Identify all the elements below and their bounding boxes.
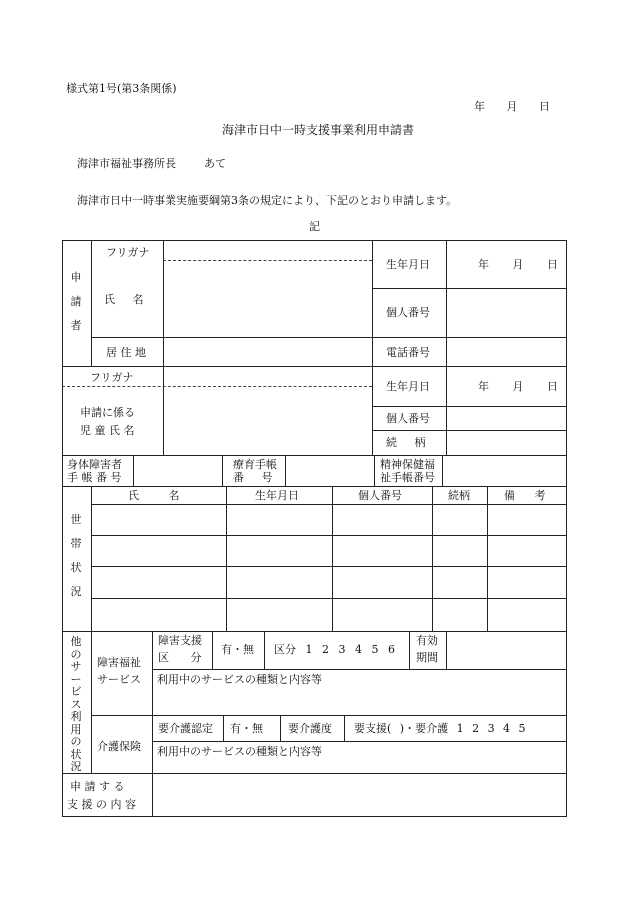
care-level-label: 要介護度 [288,722,332,735]
care-cert-label: 要介護認定 [158,722,213,735]
support-category-options: 区分 1 2 3 4 5 6 [274,643,395,656]
child-name-label-2: 児 童 氏 名 [80,424,135,437]
form-number: 様式第1号(第3条関係) [66,82,177,95]
physical-handbook-label-2: 手 帳 番 号 [67,471,122,484]
requested-support-label-2: 支 援 の 内 容 [67,798,136,811]
support-yes-no: 有・無 [221,643,254,656]
physical-handbook-label-1: 身体障害者 [67,458,122,471]
addressee-suffix: あて [204,157,226,170]
addressee: 海津市福祉事務所長 [77,157,176,170]
care-services-in-use: 利用中のサービスの種類と内容等 [157,745,322,758]
support-category-label-2: 区 分 [158,651,202,664]
requested-support-label-1: 申 請 す る [70,780,125,793]
rehab-handbook-label-2: 番 号 [233,471,273,484]
household-col-remarks: 備 考 [504,489,546,502]
child-furigana-label: フリガナ [90,371,134,384]
household-col-id: 個人番号 [358,489,402,502]
welfare-services-in-use: 利用中のサービスの種類と内容等 [157,673,322,686]
intro-text: 海津市日中一時事業実施要綱第3条の規定により、下記のとおり申請します。 [77,194,458,207]
child-name-label-1: 申請に係る [80,406,135,419]
applicant-address-label: 居 住 地 [106,346,146,359]
date-line: 年 月 日 [474,100,550,113]
page-title: 海津市日中一時支援事業利用申請書 [222,123,415,137]
child-relation-label: 続 柄 [386,436,426,449]
welfare-service-label-1: 障害福祉 [97,656,141,669]
valid-period-label-2: 期間 [416,651,438,664]
care-insurance-label: 介護保険 [97,740,141,753]
applicant-birth-value: 年 月 日 [478,258,558,271]
applicant-id-label: 個人番号 [386,306,430,319]
applicant-section-label: 申 請 者 [70,271,82,332]
services-section-label: 他 の サ ー ビ ス 利 用 の 状 況 [70,635,82,773]
support-category-label-1: 障害支援 [158,634,202,647]
child-birth-label: 生年月日 [386,380,430,393]
applicant-birth-label: 生年月日 [386,258,430,271]
applicant-name-label: 氏 名 [104,293,144,306]
applicant-furigana-label: フリガナ [106,246,150,259]
household-section-label: 世 帯 状 況 [70,513,82,598]
welfare-service-label-2: サービス [97,673,141,686]
household-col-relation: 続柄 [448,489,470,502]
applicant-phone-label: 電話番号 [386,346,430,359]
rehab-handbook-label-1: 療育手帳 [233,458,277,471]
valid-period-label-1: 有効 [416,634,438,647]
ki-mark: 記 [309,220,320,233]
child-id-label: 個人番号 [386,412,430,425]
mental-handbook-label-1: 精神保健福 [380,458,435,471]
mental-handbook-label-2: 祉手帳番号 [380,471,435,484]
care-level-options: 要支援( )・要介護 1 2 3 4 5 [354,722,526,735]
care-yes-no: 有・無 [230,722,263,735]
household-col-name: 氏 名 [128,489,180,502]
household-col-birth: 生年月日 [255,489,299,502]
child-birth-value: 年 月 日 [478,380,558,393]
